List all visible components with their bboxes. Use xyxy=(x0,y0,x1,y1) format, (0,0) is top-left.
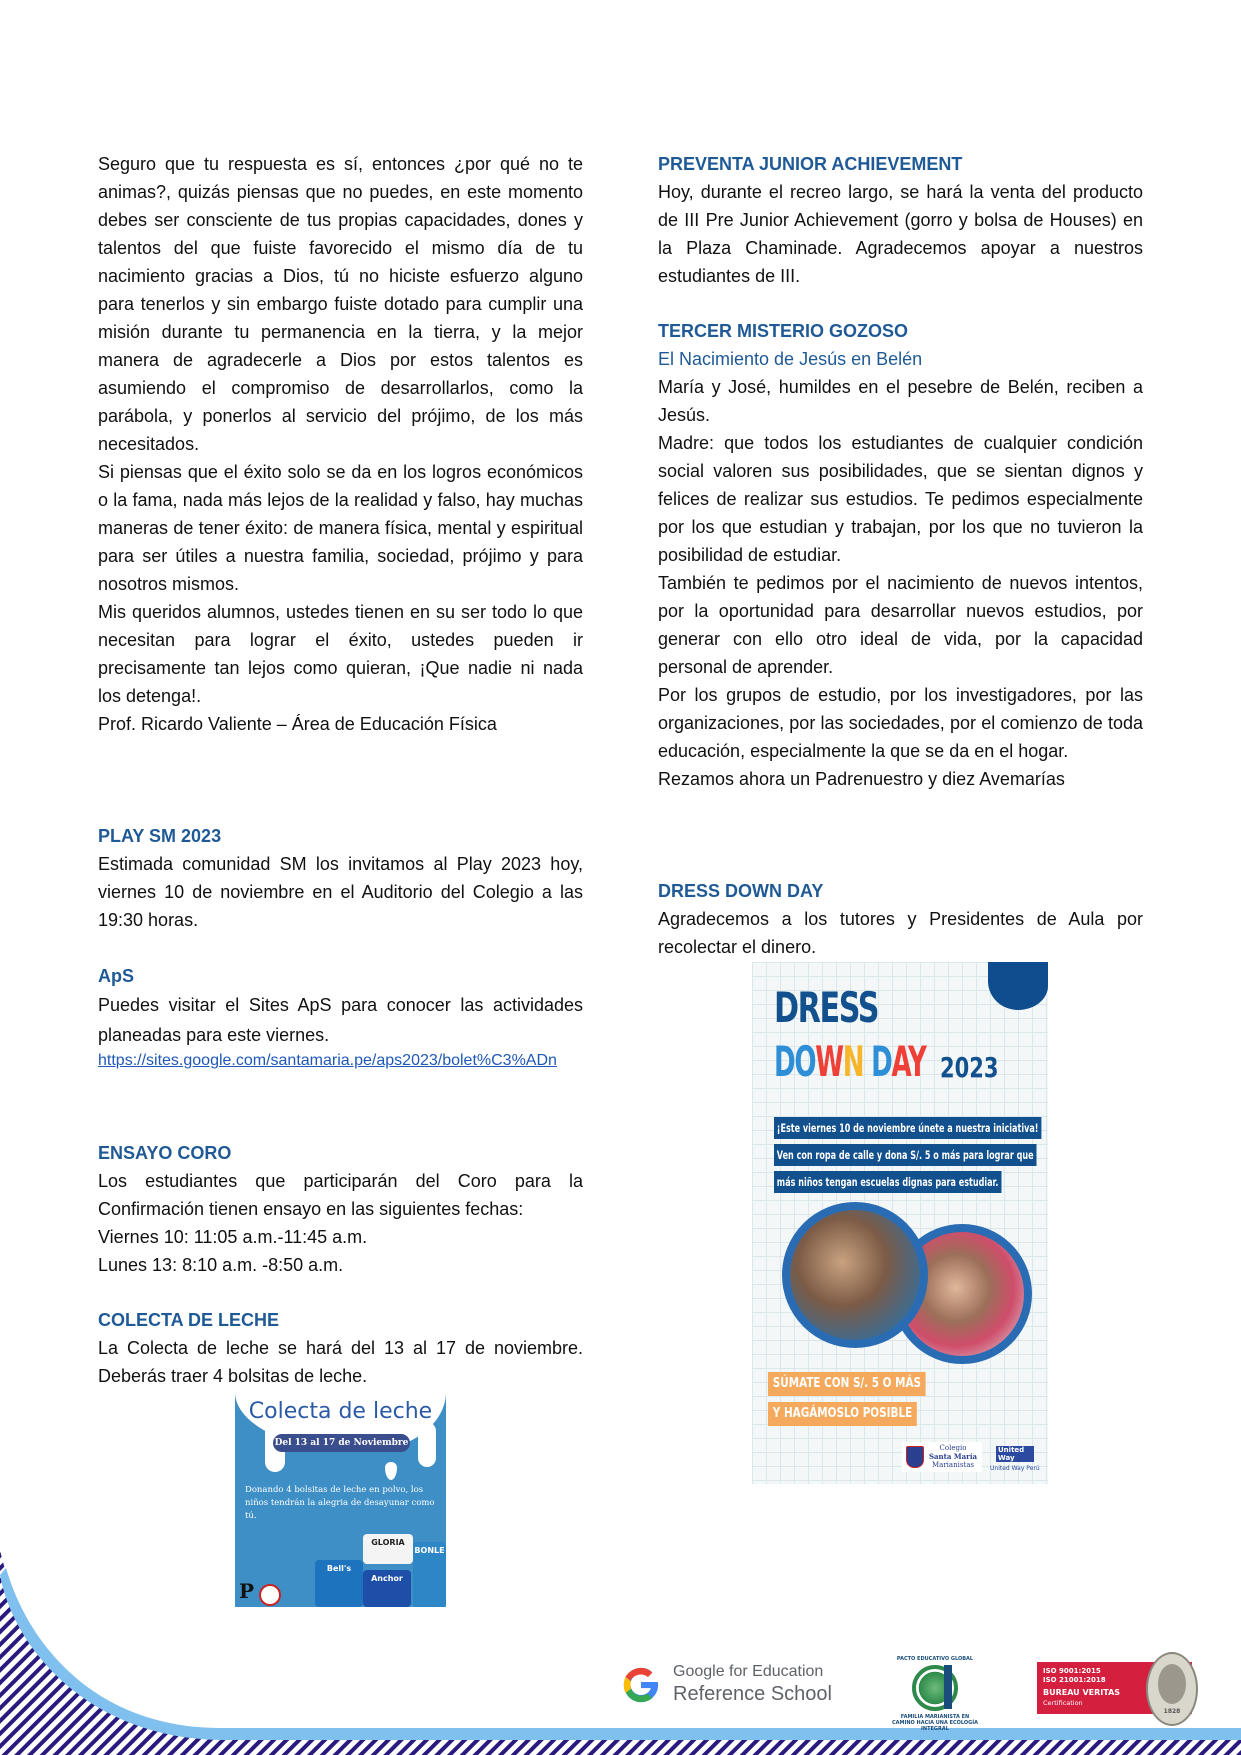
aps-body: Puedes visitar el Sites ApS para conocer las actividades planeadas para este viernes. xyxy=(98,995,583,1045)
coro-body: Los estudiantes que participarán del Coro para la Confirmación tienen ensayo en las siguientes fechas: xyxy=(98,1171,583,1219)
footer-logos xyxy=(0,1652,1241,1742)
section-heading-aps: ApS xyxy=(98,966,134,986)
section-heading-leche: COLECTA DE LECHE xyxy=(98,1310,280,1330)
misterio-paragraph: También te pedimos por el nacimiento de nuevos intentos, por la oportunidad para desarrollar nuevos estudios, por generar con ello otro ideal de vida, por la capacidad personal de aprender. xyxy=(658,573,1143,677)
poster-cta: Y HAGÁMOSLO POSIBLE xyxy=(768,1402,917,1426)
play-section xyxy=(98,822,583,934)
misterio-section xyxy=(658,317,1143,793)
misterio-paragraph: Por los grupos de estudio, por los investigadores, por las organizaciones, por las sociedades, por el comienzo de toda educación, especialmente la que se da en el hogar. xyxy=(658,685,1143,761)
bureau-name: BUREAU VERITAS xyxy=(1043,1688,1121,1697)
bureau-veritas-badge xyxy=(1037,1662,1192,1714)
poster-dates: Del 13 al 17 de Noviembre xyxy=(273,1434,410,1452)
poster-cta: SÚMATE CON S/. 5 O MÁS xyxy=(768,1372,926,1396)
coro-section xyxy=(98,1139,583,1279)
bureau-cert: Certification xyxy=(1043,1699,1083,1707)
united-way-logo: United Way xyxy=(996,1446,1034,1462)
leche-body: La Colecta de leche se hará del 13 al 17 de noviembre. Deberás traer 4 bolsitas de leche. xyxy=(98,1338,583,1386)
poster-line: ¡Este viernes 10 de noviembre únete a nuestra iniciativa! xyxy=(774,1117,1041,1139)
milk-drip-shape xyxy=(418,1422,436,1467)
shield-icon xyxy=(906,1446,924,1468)
dress-down-body: Agradecemos a los tutores y Presidentes de Aula por recolectar el dinero. xyxy=(658,909,1143,957)
cross-icon xyxy=(944,1665,952,1709)
google-education-badge xyxy=(673,1662,832,1706)
aps-section xyxy=(98,962,583,1072)
seal-year: 1828 xyxy=(1163,1708,1181,1715)
poster-line: Ven con ropa de calle y dona S/. 5 o más para lograr que xyxy=(774,1144,1036,1166)
coro-date: Lunes 13: 8:10 a.m. -8:50 a.m. xyxy=(98,1255,344,1275)
poster-title-line2 xyxy=(774,1038,926,1086)
google-line2: Reference School xyxy=(673,1683,832,1705)
poster-title: Colecta de leche xyxy=(248,1399,433,1424)
leche-section xyxy=(98,1306,583,1390)
misterio-paragraph: María y José, humildes en el pesebre de Belén, reciben a Jesús. xyxy=(658,377,1143,425)
section-heading-play: PLAY SM 2023 xyxy=(98,826,222,846)
aps-link[interactable]: https://sites.google.com/santamaria.pe/aps2023/bolet%C3%ADn xyxy=(98,1052,557,1069)
iso-line: ISO 21001:2018 xyxy=(1043,1676,1106,1684)
poster-title-line1: DRESS xyxy=(774,983,879,1032)
blue-blob-shape xyxy=(988,962,1048,1010)
dress-down-day-poster xyxy=(752,962,1048,1484)
intro-paragraph: Si piensas que el éxito solo se da en los logros económicos o la fama, nada más lejos de la realidad y falso, hay muchas maneras de tener éxito: de manera física, mental y espiritual para ser útiles a nuestra familia, sociedad, prójimo y para nosotros mismos. xyxy=(98,462,583,594)
pacto-caption-top: PACTO EDUCATIVO GLOBAL xyxy=(896,1656,974,1662)
play-body: Estimada comunidad SM los invitamos al Play 2023 hoy, viernes 10 de noviembre en el Auditorio del Colegio a las 19:30 horas. xyxy=(98,854,583,930)
section-heading-preventa: PREVENTA JUNIOR ACHIEVEMENT xyxy=(658,154,963,174)
pacto-educativo-logo xyxy=(890,1656,980,1732)
misterio-paragraph: Rezamos ahora un Padrenuestro y diez Avemarías xyxy=(658,769,1065,789)
dress-down-section xyxy=(658,877,1143,961)
section-heading-misterio: TERCER MISTERIO GOZOSO xyxy=(658,321,909,341)
iso-line: ISO 9001:2015 xyxy=(1043,1667,1101,1675)
milk-drop-icon xyxy=(385,1462,397,1480)
preventa-body: Hoy, durante el recreo largo, se hará la venta del producto de III Pre Junior Achievement (gorro y bolsa de Houses) en la Plaza Chaminade. Agradecemos apoyar a nuestros estudiantes de III. xyxy=(658,182,1143,286)
santa-maria-logo xyxy=(902,1442,982,1472)
poster-line: más niños tengan escuelas dignas para estudiar. xyxy=(774,1171,1001,1193)
milk-pack-image: GLORIA xyxy=(363,1534,413,1564)
misterio-subheading: El Nacimiento de Jesús en Belén xyxy=(658,349,923,369)
coro-date: Viernes 10: 11:05 a.m.-11:45 a.m. xyxy=(98,1227,368,1247)
intro-block xyxy=(98,150,583,738)
title-part: AY xyxy=(891,1037,926,1086)
signature: Prof. Ricardo Valiente – Área de Educación Física xyxy=(98,714,497,734)
google-g-icon xyxy=(620,1664,662,1706)
misterio-paragraph: Madre: que todos los estudiantes de cualquier condición social valoren sus posibilidades, que se sientan dignos y felices de realizar sus estudios. Te pedimos especialmente por los que estudian y trabajan, por los que no tuvieron la posibilidad de estudiar. xyxy=(658,433,1143,565)
intro-paragraph: Mis queridos alumnos, ustedes tienen en su ser todo lo que necesitan para lograr el éxito, ustedes pueden ir precisamente tan lejos como quieran, ¡Que nadie ni nada los detenga!. xyxy=(98,602,583,706)
children-photo xyxy=(782,1202,928,1348)
section-heading-dress-down: DRESS DOWN DAY xyxy=(658,881,824,901)
intro-paragraph: Seguro que tu respuesta es sí, entonces ¿por qué no te animas?, quizás piensas que no puedes, en este momento debes ser consciente de tus propias capacidades, dones y talentos del que fuiste favorecido el mismo día de tu nacimiento gracias a Dios, tú no hiciste esfuerzo alguno para tenerlos y sin embargo fuiste dotado para cumplir una misión durante tu permanencia en la tierra, y la mejor manera de agradecerle a Dios por estos talentos es asumiendo el compromiso de desarrollarlos, como la parábola, y ponerlos al servicio del prójimo, de los más necesitados. xyxy=(98,154,583,454)
milk-pack-image: BONLE xyxy=(413,1542,446,1607)
logo-text: Santa María xyxy=(928,1451,978,1461)
title-part: N xyxy=(842,1037,864,1086)
google-line1: Google for Education xyxy=(673,1663,824,1680)
milk-pack-image: Bell's xyxy=(315,1560,363,1607)
milk-pack-image: Anchor xyxy=(363,1570,411,1607)
title-part: DO xyxy=(774,1037,816,1086)
section-heading-coro: ENSAYO CORO xyxy=(98,1143,232,1163)
logo-text: Colegio xyxy=(939,1444,967,1452)
preventa-section xyxy=(658,150,1143,290)
pacto-caption-bottom: FAMILIA MARIANISTA EN CAMINO HACIA UNA ECOLOGÍA INTEGRAL xyxy=(891,1714,979,1732)
poster-text: Donando 4 bolsitas de leche en polvo, los niños tendrán la alegria de desayunar como tú. xyxy=(245,1485,435,1521)
bureau-seal-icon xyxy=(1146,1652,1198,1726)
united-way-caption: United Way Perú xyxy=(990,1465,1040,1472)
p-logo-icon: P xyxy=(239,1579,255,1603)
poster-year: 2023 xyxy=(940,1051,999,1084)
title-part: D xyxy=(863,1037,892,1086)
logo-text: Marianistas xyxy=(931,1461,975,1469)
title-part: W xyxy=(815,1037,843,1086)
